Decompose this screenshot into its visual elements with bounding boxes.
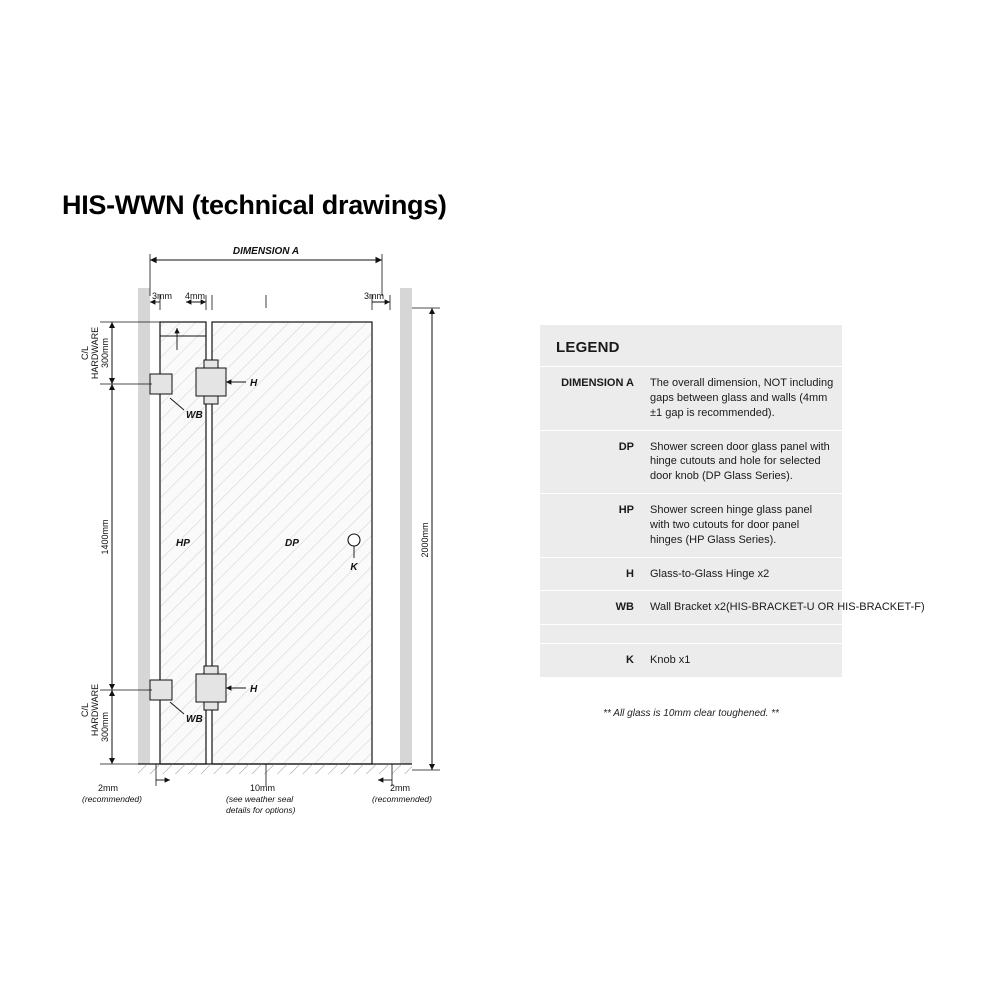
technical-drawing <box>60 240 480 840</box>
legend-row-dp <box>540 431 842 495</box>
dimension-a-line <box>150 254 382 296</box>
wall-bracket-top-label: WB <box>186 410 203 421</box>
wall-right <box>400 288 412 764</box>
page-title: HIS-WWN (technical drawings) <box>62 190 447 220</box>
gap-left-label: 3mm <box>152 291 172 301</box>
panel-dp-label: DP <box>285 538 299 549</box>
gap-right-label: 3mm <box>364 291 384 301</box>
legend-desc-hp: Shower screen hinge glass panel with two cutouts for door panel hinges (HP Glass Series). <box>650 504 813 546</box>
knob-label: K <box>350 562 358 573</box>
top-hardware-dim: 300mm <box>100 337 110 369</box>
wall-bracket-bottom-label: WB <box>186 714 203 725</box>
legend-desc-wb: Wall Bracket x2(HIS-BRACKET-U OR HIS-BRACKET-F) <box>650 601 925 614</box>
legend-row-wb <box>540 591 925 625</box>
svg-text:C/L: C/L <box>80 345 90 361</box>
gap-center-label: 4mm <box>185 291 205 301</box>
middle-dim: 1400mm <box>100 519 110 555</box>
legend-row-spacer <box>540 625 842 644</box>
overall-height-label: 2000mm <box>420 522 430 558</box>
legend-key-dimension-a: DIMENSION A <box>561 377 634 389</box>
bottom-center-gap: 10mm <box>250 783 276 793</box>
svg-text:C/L: C/L <box>80 702 90 718</box>
legend-desc-k: Knob x1 <box>650 654 691 667</box>
legend-desc-dimension-a: The overall dimension, NOT including gaps between glass and walls (4mm ±1 gap is recommended). <box>650 377 834 419</box>
legend-key-hp: HP <box>618 504 634 517</box>
panel-hp-label: HP <box>176 538 190 549</box>
bottom-hardware-dim: 300mm <box>100 711 110 743</box>
svg-text:HARDWARE: HARDWARE <box>90 326 100 380</box>
hinge-bottom-label: H <box>250 684 258 695</box>
legend-row-h <box>540 558 842 592</box>
wall-bracket-bottom <box>150 680 172 700</box>
wall-left <box>138 288 150 764</box>
legend-note: ** All glass is 10mm clear toughened. ** <box>603 708 779 719</box>
legend-panel <box>540 325 925 677</box>
cl-hardware-bottom <box>80 684 100 736</box>
legend-row-dimension-a <box>540 367 842 431</box>
legend-row-hp <box>540 494 842 558</box>
bottom-right-note: (recommended) <box>372 794 432 804</box>
bottom-center-note-2: details for options) <box>226 805 296 815</box>
svg-text:HARDWARE: HARDWARE <box>90 683 100 737</box>
legend-desc-h: Glass-to-Glass Hinge x2 <box>650 567 770 580</box>
legend-key-wb: WB <box>615 601 634 614</box>
legend-key-k: K <box>626 654 634 667</box>
cl-hardware-top <box>80 327 100 379</box>
legend-key-dp: DP <box>618 440 634 453</box>
wall-bracket-top <box>150 374 172 394</box>
legend-desc-dp: Shower screen door glass panel with hinge cutouts and hole for selected door knob (DP Glass Series). <box>650 440 830 483</box>
legend-key-spacer <box>540 625 644 643</box>
hinge-top-label: H <box>250 378 258 389</box>
bottom-left-gap: 2mm <box>98 783 118 793</box>
bottom-left-note: (recommended) <box>82 794 142 804</box>
floor <box>138 764 412 774</box>
legend-title: LEGEND <box>540 325 842 367</box>
legend-desc-spacer <box>644 625 842 643</box>
bottom-center-note-1: (see weather seal <box>226 794 294 804</box>
bottom-right-gap: 2mm <box>390 783 410 793</box>
legend-key-h: H <box>626 567 634 580</box>
dimension-a-label: DIMENSION A <box>232 246 300 257</box>
legend-row-k <box>540 644 842 677</box>
